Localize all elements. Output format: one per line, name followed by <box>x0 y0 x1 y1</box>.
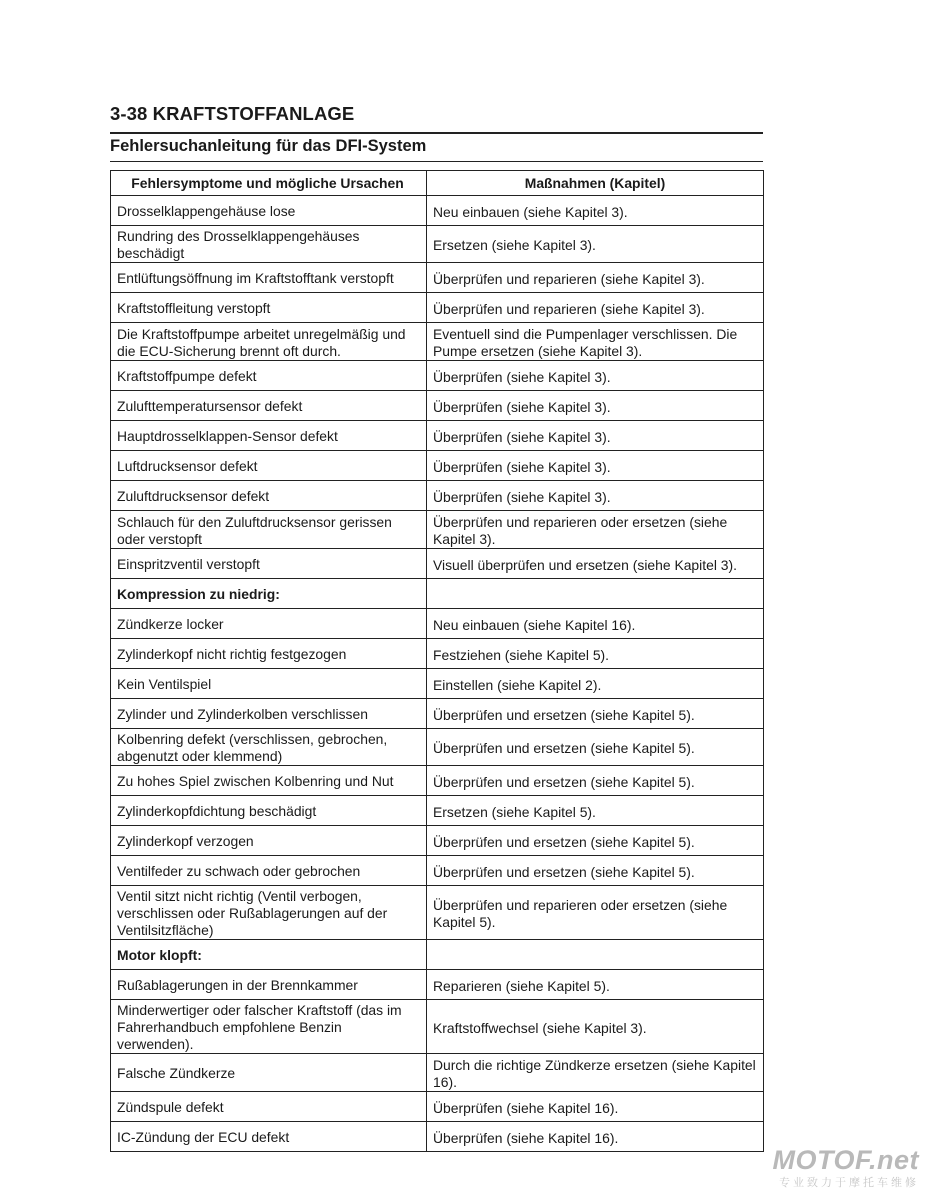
remedy-action-cell: Überprüfen und ersetzen (siehe Kapitel 5). <box>427 766 764 796</box>
remedy-action-cell: Überprüfen (siehe Kapitel 3). <box>427 451 764 481</box>
remedy-action-cell: Überprüfen (siehe Kapitel 3). <box>427 421 764 451</box>
symptom-cause-cell: Zu hohes Spiel zwischen Kolbenring und Nut <box>111 766 427 796</box>
remedy-action-cell: Überprüfen (siehe Kapitel 3). <box>427 481 764 511</box>
remedy-action-cell: Neu einbauen (siehe Kapitel 16). <box>427 609 764 639</box>
table-row <box>111 263 764 293</box>
table-row <box>111 451 764 481</box>
symptom-cause-cell: Zylinderkopf verzogen <box>111 826 427 856</box>
table-row <box>111 293 764 323</box>
remedy-action-cell: Überprüfen und reparieren oder ersetzen (siehe Kapitel 5). <box>427 886 764 940</box>
table-row <box>111 511 764 549</box>
column-header-actions: Maßnahmen (Kapitel) <box>427 171 764 196</box>
table-row <box>111 579 764 609</box>
symptom-cause-cell: Zündkerze locker <box>111 609 427 639</box>
column-header-causes: Fehlersymptome und mögliche Ursachen <box>111 171 427 196</box>
category-heading-cell: Kompression zu niedrig: <box>111 579 427 609</box>
remedy-action-cell: Überprüfen und reparieren (siehe Kapitel 3). <box>427 293 764 323</box>
table-row <box>111 796 764 826</box>
remedy-action-cell: Überprüfen und reparieren (siehe Kapitel 3). <box>427 263 764 293</box>
symptom-cause-cell: Zulufttemperatursensor defekt <box>111 391 427 421</box>
watermark-logo <box>772 1145 919 1190</box>
table-row <box>111 196 764 226</box>
troubleshooting-table <box>110 170 764 1152</box>
symptom-cause-cell: Zylinderkopf nicht richtig festgezogen <box>111 639 427 669</box>
remedy-action-cell: Überprüfen (siehe Kapitel 16). <box>427 1092 764 1122</box>
symptom-cause-cell: IC-Zündung der ECU defekt <box>111 1122 427 1152</box>
table-row <box>111 1122 764 1152</box>
symptom-cause-cell: Zuluftdrucksensor defekt <box>111 481 427 511</box>
watermark-subtitle: 专业致力于摩托车维修 <box>779 1177 919 1189</box>
table-row <box>111 1000 764 1054</box>
remedy-action-cell: Visuell überprüfen und ersetzen (siehe Kapitel 3). <box>427 549 764 579</box>
remedy-action-cell: Überprüfen und ersetzen (siehe Kapitel 5). <box>427 729 764 766</box>
remedy-action-cell: Eventuell sind die Pumpenlager verschlissen. Die Pumpe ersetzen (siehe Kapitel 3). <box>427 323 764 361</box>
remedy-action-cell: Festziehen (siehe Kapitel 5). <box>427 639 764 669</box>
table-row <box>111 886 764 940</box>
symptom-cause-cell: Kolbenring defekt (verschlissen, gebrochen, abgenutzt oder klemmend) <box>111 729 427 766</box>
remedy-action-cell: Reparieren (siehe Kapitel 5). <box>427 970 764 1000</box>
symptom-cause-cell: Entlüftungsöffnung im Kraftstofftank verstopft <box>111 263 427 293</box>
table-row <box>111 609 764 639</box>
remedy-action-cell: Durch die richtige Zündkerze ersetzen (siehe Kapitel 16). <box>427 1054 764 1092</box>
remedy-action-cell: Ersetzen (siehe Kapitel 3). <box>427 226 764 263</box>
page-header <box>110 103 763 162</box>
table-row <box>111 639 764 669</box>
section-divider <box>110 161 763 162</box>
table-row <box>111 1092 764 1122</box>
table-body <box>111 196 764 1152</box>
symptom-cause-cell: Luftdrucksensor defekt <box>111 451 427 481</box>
symptom-cause-cell: Minderwertiger oder falscher Kraftstoff (das im Fahrerhandbuch empfohlene Benzin verwenden). <box>111 1000 427 1054</box>
symptom-cause-cell: Zylinderkopfdichtung beschädigt <box>111 796 427 826</box>
table-row <box>111 699 764 729</box>
symptom-cause-cell: Kein Ventilspiel <box>111 669 427 699</box>
chapter-title: 3-38 KRAFTSTOFFANLAGE <box>110 103 355 124</box>
symptom-cause-cell: Die Kraftstoffpumpe arbeitet unregelmäßig und die ECU-Sicherung brennt oft durch. <box>111 323 427 361</box>
remedy-action-cell: Überprüfen und ersetzen (siehe Kapitel 5). <box>427 699 764 729</box>
table-row <box>111 729 764 766</box>
table-row <box>111 970 764 1000</box>
remedy-action-cell <box>427 579 764 609</box>
symptom-cause-cell: Rußablagerungen in der Brennkammer <box>111 970 427 1000</box>
symptom-cause-cell: Ventilfeder zu schwach oder gebrochen <box>111 856 427 886</box>
symptom-cause-cell: Drosselklappengehäuse lose <box>111 196 427 226</box>
symptom-cause-cell: Kraftstoffleitung verstopft <box>111 293 427 323</box>
section-title: Fehlersuchanleitung für das DFI-System <box>110 136 427 155</box>
remedy-action-cell: Kraftstoffwechsel (siehe Kapitel 3). <box>427 1000 764 1054</box>
title-divider <box>110 132 763 134</box>
table-header-row <box>111 171 764 196</box>
table-row <box>111 361 764 391</box>
symptom-cause-cell: Ventil sitzt nicht richtig (Ventil verbogen, verschlissen oder Rußablagerungen auf der Ventilsitzfläche) <box>111 886 427 940</box>
table-row <box>111 481 764 511</box>
symptom-cause-cell: Schlauch für den Zuluftdrucksensor gerissen oder verstopft <box>111 511 427 549</box>
symptom-cause-cell: Zylinder und Zylinderkolben verschlissen <box>111 699 427 729</box>
table-row <box>111 323 764 361</box>
table-row <box>111 940 764 970</box>
table-row <box>111 669 764 699</box>
remedy-action-cell: Neu einbauen (siehe Kapitel 3). <box>427 196 764 226</box>
table-row <box>111 421 764 451</box>
table-row <box>111 826 764 856</box>
remedy-action-cell: Überprüfen und ersetzen (siehe Kapitel 5). <box>427 826 764 856</box>
symptom-cause-cell: Rundring des Drosselklappengehäuses beschädigt <box>111 226 427 263</box>
remedy-action-cell: Überprüfen und ersetzen (siehe Kapitel 5). <box>427 856 764 886</box>
remedy-action-cell: Überprüfen (siehe Kapitel 3). <box>427 361 764 391</box>
remedy-action-cell: Überprüfen (siehe Kapitel 3). <box>427 391 764 421</box>
table-row <box>111 391 764 421</box>
remedy-action-cell: Überprüfen (siehe Kapitel 16). <box>427 1122 764 1152</box>
remedy-action-cell <box>427 940 764 970</box>
table-row <box>111 766 764 796</box>
symptom-cause-cell: Zündspule defekt <box>111 1092 427 1122</box>
remedy-action-cell: Einstellen (siehe Kapitel 2). <box>427 669 764 699</box>
table-row <box>111 1054 764 1092</box>
symptom-cause-cell: Falsche Zündkerze <box>111 1054 427 1092</box>
symptom-cause-cell: Einspritzventil verstopft <box>111 549 427 579</box>
watermark-brand: MOTOF.net <box>772 1145 919 1175</box>
symptom-cause-cell: Hauptdrosselklappen-Sensor defekt <box>111 421 427 451</box>
symptom-cause-cell: Kraftstoffpumpe defekt <box>111 361 427 391</box>
table-row <box>111 856 764 886</box>
table-row <box>111 549 764 579</box>
category-heading-cell: Motor klopft: <box>111 940 427 970</box>
remedy-action-cell: Ersetzen (siehe Kapitel 5). <box>427 796 764 826</box>
table-row <box>111 226 764 263</box>
remedy-action-cell: Überprüfen und reparieren oder ersetzen (siehe Kapitel 3). <box>427 511 764 549</box>
